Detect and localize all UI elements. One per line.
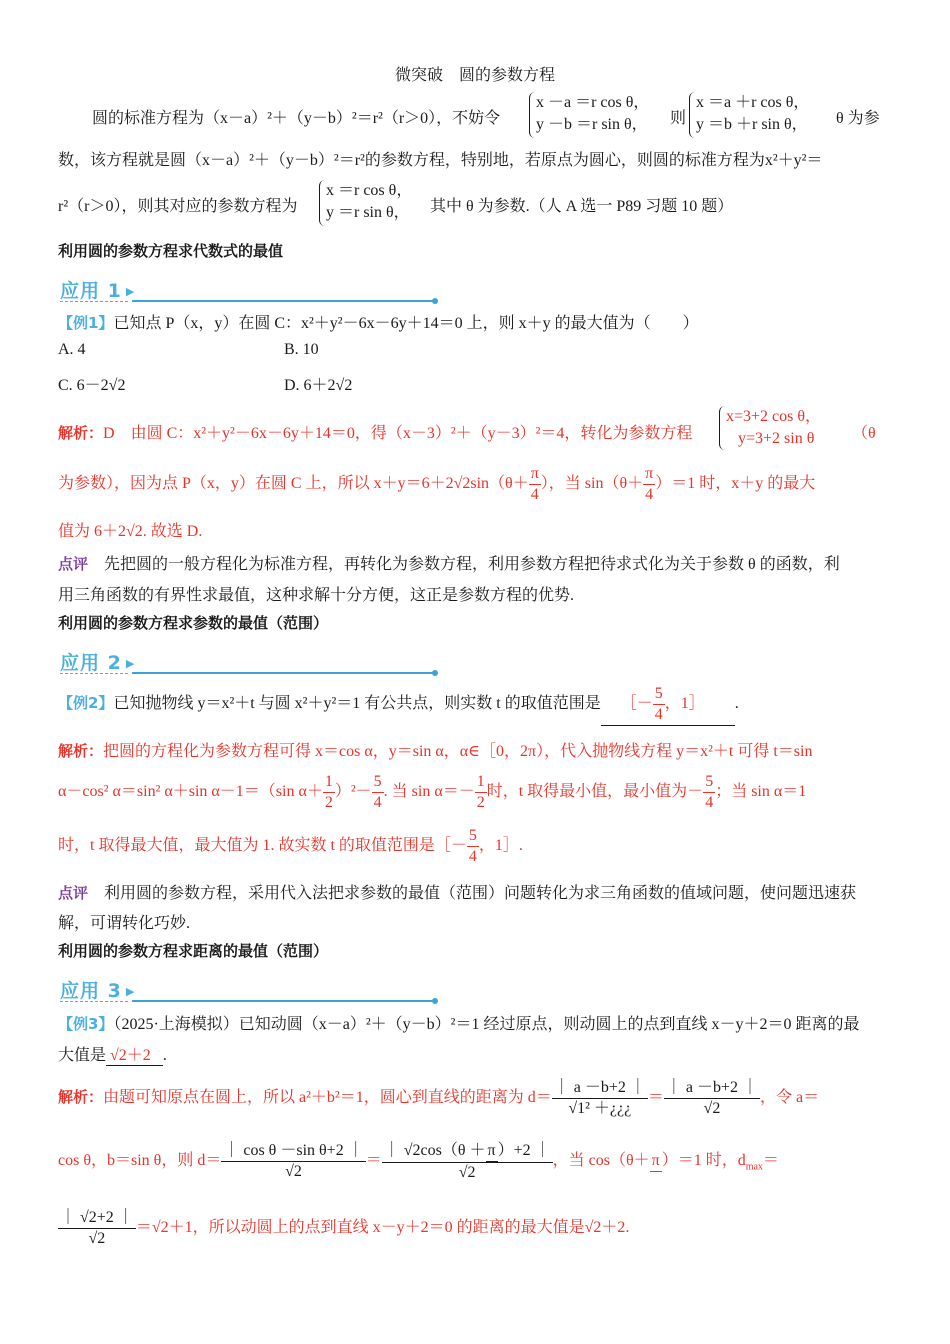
frac-den: √2: [703, 1100, 721, 1117]
frac-num-text: ）+2 ｜: [497, 1142, 551, 1159]
section-2-badge: [60, 648, 135, 675]
frac-num: π: [529, 464, 541, 485]
fraction: [653, 684, 665, 725]
theta-param-text: θ 为参: [836, 110, 880, 127]
question-text: 大值是: [58, 1047, 107, 1064]
param-system-3: [326, 180, 412, 224]
answer-text: ［－: [620, 695, 653, 713]
answer-blank: √2＋2: [106, 1042, 163, 1066]
frac-den: √1² ＋¿¿¿: [568, 1100, 632, 1117]
comment-2-line-2: 解，可谓转化巧妙.: [58, 915, 191, 932]
fraction: [664, 1078, 760, 1119]
example-3-line-1: [58, 1011, 859, 1034]
frac-num: 1: [323, 772, 335, 793]
frac-den: √2: [88, 1230, 106, 1247]
fraction: [221, 1141, 365, 1182]
fraction: [323, 772, 335, 813]
frac-den: 4: [530, 486, 539, 503]
brace-2: [689, 92, 696, 138]
option-c: C. 6－2√2: [58, 377, 126, 394]
sol-text: ＝: [647, 1089, 664, 1107]
frac-num: 5: [653, 684, 665, 705]
badge-text: 应用 1: [60, 280, 122, 302]
comment-1-line-1: [58, 551, 840, 574]
example-1: [58, 310, 699, 333]
frac-num: π: [643, 464, 655, 485]
sol-text: ＝√2＋1，所以动圆上的点到直线 x－y＋2＝0 的距离的最大值是√2＋2.: [135, 1219, 630, 1237]
example-3-line-2: [58, 1042, 167, 1066]
then-text: 则: [670, 110, 687, 127]
param-system-1: [536, 92, 649, 136]
frac-den: 4: [645, 486, 654, 503]
comment-label: 点评: [58, 555, 89, 573]
sol-text: ）²－: [334, 783, 372, 801]
option-d: D. 6＋2√2: [284, 377, 353, 394]
period: .: [162, 1047, 167, 1064]
solution-3-line-2: [58, 1140, 779, 1183]
frac-den: 2: [324, 794, 333, 811]
triangle-icon: ▶: [125, 985, 136, 998]
frac-num: 1: [475, 772, 487, 793]
sol-text: 为参数），因为点 P（x，y）在圆 C 上，所以 x＋y＝6＋2√2sin（θ＋: [58, 475, 529, 493]
comment-text: 利用圆的参数方程，采用代入法把求参数的最值（范围）问题转化为求三角函数的值域问题，使问题迅速获: [104, 885, 857, 902]
triangle-icon: ▶: [125, 285, 136, 298]
answer-text: ，1］: [664, 695, 705, 713]
solution-label: 解析：: [58, 1088, 104, 1107]
frac-den: √2: [285, 1163, 302, 1180]
sol-text: cos θ，b＝sin θ，则 d＝: [58, 1152, 222, 1170]
answer-blank: [601, 684, 735, 726]
inner-fraction: [486, 1141, 498, 1162]
sol-text: ）＝1 时，x＋y 的最大: [655, 475, 816, 493]
frac-num: ｜ a －b+2 ｜: [664, 1078, 760, 1099]
solution-label: 解析：: [58, 424, 104, 442]
sol-text: ＝: [762, 1152, 779, 1170]
intro-line-1: 圆的标准方程为（x－a）²＋（y－b）²＝r²（r＞0），不妨令: [92, 110, 501, 127]
fraction: [467, 826, 479, 867]
badge-underline: [60, 673, 128, 674]
sol-text: ，1］.: [478, 837, 523, 855]
badge-text: 应用 2: [60, 652, 122, 674]
section-3-badge: [60, 976, 135, 1003]
solution-2-line-1: [58, 738, 812, 761]
example-2-question: 已知抛物线 y＝x²＋t 与圆 x²＋y²＝1 有公共点，则实数 t 的取值范围是: [113, 695, 601, 713]
comment-2-line-1: [58, 880, 856, 903]
param-system-2: [696, 92, 809, 136]
sys3-row-1: x ＝r cos θ，: [326, 182, 413, 199]
frac-num: ｜ √2+2 ｜: [58, 1208, 136, 1229]
sol-text: 时，t 取得最大值，最大值为 1. 故实数 t 的取值范围是［－: [58, 837, 467, 855]
sol-text: α－cos² α＝sin² α＋sin α－1＝（sin α＋: [58, 783, 323, 801]
frac-num: ｜ cos θ －sin θ+2 ｜: [221, 1141, 365, 1162]
frac-den: 4: [654, 706, 663, 723]
intro-line-2: 数，该方程就是圆（x－a）²＋（y－b）²＝r²的参数方程，特别地，若原点为圆心，则圆的标准方程为x²＋y²＝: [58, 152, 823, 169]
option-a: A. 4: [58, 341, 86, 358]
frac-num: 5: [372, 772, 384, 793]
comment-1-line-2: 用三角函数的有界性求最值，这种求解十分方便，这正是参数方程的优势.: [58, 587, 575, 604]
example-1-question: 已知点 P（x，y）在圆 C：x²＋y²－6x－6y＋14＝0 上，则 x＋y 的最大值为（ ）: [113, 315, 699, 332]
fraction: [475, 772, 487, 813]
badge-text: 应用 3: [60, 980, 122, 1002]
fraction: [643, 464, 655, 505]
example-3-question: （2025·上海模拟）已知动圆（x－a）²＋（y－b）²＝1 经过原点，则动圆上的点到直线 x－y＋2＝0 距离的最: [113, 1016, 860, 1033]
brace-4: [719, 406, 726, 450]
brace-3: [319, 180, 326, 226]
sol-text: . 当 sin α＝－: [383, 783, 475, 801]
solution-3-line-3: [58, 1208, 629, 1249]
solution-3-line-1: [58, 1078, 819, 1119]
fraction: [703, 772, 715, 813]
section-1-heading: 利用圆的参数方程求代数式的最值: [58, 242, 284, 260]
frac-num: π: [486, 1141, 498, 1162]
solution-1-line-1b: （θ: [852, 425, 876, 442]
solution-2-line-3: [58, 826, 523, 867]
sol-sys-row-2: y=3+2 sin θ: [738, 430, 815, 447]
section-rule: [132, 300, 434, 302]
dmax-subscript: max: [745, 1161, 763, 1173]
section-2-heading: 利用圆的参数方程求参数的最值（范围）: [58, 614, 329, 632]
example-2: [58, 684, 739, 726]
solution-1-line-1: [58, 420, 692, 443]
section-1-badge: [60, 276, 135, 303]
frac-den: 4: [468, 848, 477, 865]
rule-dot: [432, 670, 438, 676]
sol-text: ，令 a＝: [760, 1089, 820, 1107]
frac-num-text: ｜ √2cos（θ ＋: [383, 1142, 486, 1159]
rule-dot: [432, 298, 438, 304]
intro-line-3b: 其中 θ 为参数.（人 A 选一 P89 习题 10 题）: [430, 198, 734, 215]
sol-text: 时，t 取得最小值，最小值为－: [486, 783, 704, 801]
fraction: [552, 1078, 648, 1119]
brace-1: [529, 92, 536, 138]
sol-text: ＝: [365, 1152, 382, 1170]
fraction: [372, 772, 384, 813]
fraction: [650, 1151, 662, 1172]
comment-text: 先把圆的一般方程化为标准方程，再转化为参数方程，利用参数方程把待求式化为关于参数 θ 的函数，利: [104, 556, 840, 573]
triangle-icon: ▶: [125, 657, 136, 670]
sol-text: 把圆的方程化为参数方程可得 x＝cos α，y＝sin α，α∈［0，2π），代入抛物线方程 y＝x²＋t 可得 t＝sin: [103, 743, 813, 760]
sys3-row-2: y ＝r sin θ，: [326, 204, 410, 221]
solution-1-line-3: 值为 6＋2√2. 故选 D.: [58, 523, 203, 540]
sol-text: ），当 sin（θ＋: [540, 475, 644, 493]
sol-text: 由题可知原点在圆上，所以 a²＋b²＝1，圆心到直线的距离为 d＝: [103, 1089, 552, 1107]
badge-underline: [60, 301, 128, 302]
sol-text: ，当 cos（θ＋: [552, 1152, 650, 1170]
example-2-label: 【例2】: [58, 694, 114, 713]
frac-num: ｜ a －b+2 ｜: [552, 1078, 648, 1099]
frac-den: 2: [476, 794, 485, 811]
frac-den: 4: [705, 794, 714, 811]
fraction: [529, 464, 541, 505]
sol-text: ）＝1 时，d: [661, 1152, 746, 1170]
sol-sys-row-1: x=3+2 cos θ，: [726, 408, 822, 425]
sys1-row-2: y －b ＝r sin θ，: [536, 116, 648, 133]
badge-underline: [60, 1001, 128, 1002]
example-1-label: 【例1】: [58, 314, 114, 332]
frac-num: 5: [703, 772, 715, 793]
comment-label: 点评: [58, 884, 89, 902]
period: .: [734, 695, 739, 713]
option-b: B. 10: [284, 341, 319, 358]
solution-label: 解析：: [58, 742, 104, 760]
page-title: 微突破 圆的参数方程: [394, 67, 555, 84]
example-3-label: 【例3】: [58, 1015, 114, 1033]
section-rule: [132, 672, 434, 674]
sol-text: ；当 sin α＝1: [715, 783, 807, 801]
intro-line-3a: r²（r＞0），则其对应的参数方程为: [58, 198, 298, 215]
solution-1-line-2: [58, 464, 815, 505]
rule-dot: [432, 998, 438, 1004]
sys1-row-1: x －a ＝r cos θ，: [536, 94, 650, 111]
sys2-row-1: x ＝a ＋r cos θ，: [696, 94, 810, 111]
solution-param-system: [726, 406, 821, 450]
solution-text: D 由圆 C：x²＋y²－6x－6y＋14＝0，得（x－3）²＋（y－3）²＝4，转化为参数方程: [103, 425, 693, 442]
section-3-heading: 利用圆的参数方程求距离的最值（范围）: [58, 942, 329, 960]
frac-den: √2: [458, 1164, 476, 1181]
frac-num: π: [650, 1151, 662, 1172]
section-rule: [132, 1000, 434, 1002]
fraction: [382, 1140, 553, 1183]
solution-2-line-2: [58, 772, 806, 813]
frac-num: 5: [467, 826, 479, 847]
sys2-row-2: y ＝b ＋r sin θ，: [696, 116, 808, 133]
fraction: [58, 1208, 136, 1249]
frac-den: 4: [373, 794, 382, 811]
